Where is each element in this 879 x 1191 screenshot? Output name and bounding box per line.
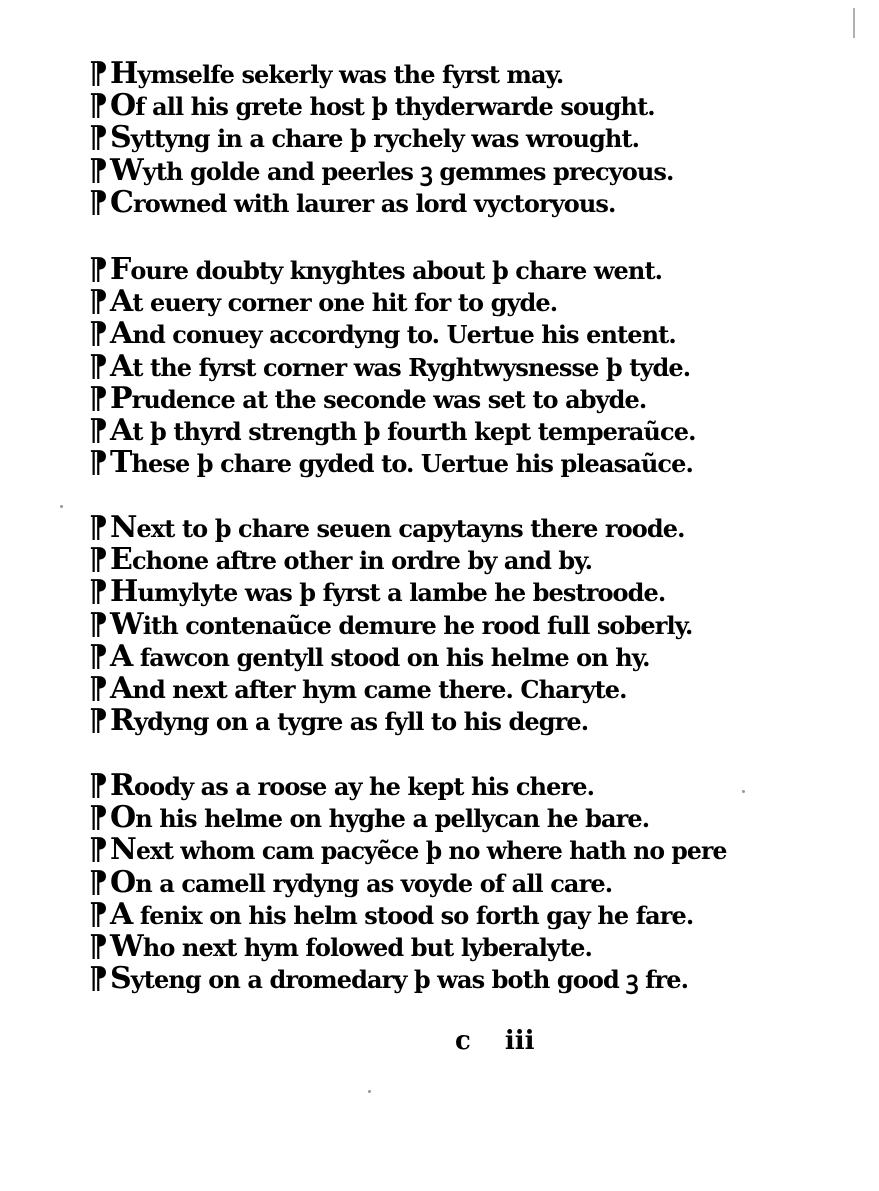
verse-line: ¶Of all his grete host þ thyderwarde sought. (89, 88, 655, 124)
verse-line: ¶At þ thyrd strength þ fourth kept temperaũce. (89, 412, 696, 448)
paper-speck (60, 505, 63, 508)
margin-mark (853, 8, 855, 38)
verse-line: ¶Echone aftre other in ordre by and by. (89, 542, 593, 578)
signature-letter: c (455, 1026, 471, 1056)
pilcrow-icon: ¶ (89, 832, 109, 868)
pilcrow-icon: ¶ (89, 800, 109, 836)
verse-line: ¶Next whom cam pacyẽce þ no where hath no pere (89, 832, 727, 868)
pilcrow-icon: ¶ (89, 510, 109, 545)
pilcrow-icon: ¶ (89, 638, 109, 674)
pilcrow-icon: ¶ (89, 348, 109, 384)
pilcrow-icon: ¶ (89, 670, 109, 706)
verse-line: ¶Hymselfe sekerly was the fyrst may. (89, 56, 564, 91)
verse-line: ¶Rydyng on a tygre as fyll to his degre. (89, 703, 589, 739)
paper-speck (368, 1090, 371, 1093)
pilcrow-icon: ¶ (89, 542, 109, 578)
verse-line: ¶And conuey accordyng to. Uertue his entent. (89, 316, 676, 352)
verse-line: ¶Syteng on a dromedary þ was both good ꝫ fre. (89, 961, 689, 997)
pilcrow-icon: ¶ (89, 252, 109, 287)
verse-line: ¶Next to þ chare seuen capytayns there roode. (89, 510, 685, 545)
verse-line: ¶Prudence at the seconde was set to abyde. (89, 380, 647, 416)
signature-mark (455, 1026, 534, 1056)
verse-line: ¶Wyth golde and peerles ꝫ gemmes precyous. (89, 152, 674, 188)
pilcrow-icon: ¶ (89, 703, 109, 739)
verse-line: ¶A fenix on his helm stood so forth gay he fare. (89, 896, 694, 932)
verse-line: ¶And next after hym came there. Charyte. (89, 670, 627, 706)
verse-line: ¶With contenaũce demure he rood full soberly. (89, 606, 693, 642)
verse-line: ¶On a camell rydyng as voyde of all care. (89, 864, 613, 900)
pilcrow-icon: ¶ (89, 56, 109, 91)
verse-line: ¶Foure doubty knyghtes about þ chare went. (89, 252, 663, 287)
pilcrow-icon: ¶ (89, 380, 109, 416)
pilcrow-icon: ¶ (89, 928, 109, 964)
verse-line: ¶On his helme on hyghe a pellycan he bare. (89, 800, 650, 836)
paper-speck (742, 790, 745, 793)
verse-line: ¶Syttyng in a chare þ rychely was wrought. (89, 120, 640, 156)
pilcrow-icon: ¶ (89, 768, 109, 803)
pilcrow-icon: ¶ (89, 88, 109, 124)
pilcrow-icon: ¶ (89, 152, 109, 188)
pilcrow-icon: ¶ (89, 606, 109, 642)
pilcrow-icon: ¶ (89, 961, 109, 997)
verse-line: ¶Roody as a roose ay he kept his chere. (89, 768, 595, 803)
verse-line: ¶These þ chare gyded to. Uertue his pleasaũce. (89, 445, 693, 481)
verse-line: ¶A fawcon gentyll stood on his helme on hy. (89, 638, 650, 674)
pilcrow-icon: ¶ (89, 574, 109, 610)
pilcrow-icon: ¶ (89, 445, 109, 481)
stanza-4 (88, 770, 728, 995)
verse-line: ¶At the fyrst corner was Ryghtwysnesse þ tyde. (89, 348, 691, 384)
pilcrow-icon: ¶ (89, 184, 109, 220)
verse-line: ¶Crowned with laurer as lord vyctoryous. (89, 184, 616, 220)
signature-numeral: iii (504, 1026, 535, 1056)
stanza-3 (88, 512, 728, 737)
pilcrow-icon: ¶ (89, 896, 109, 932)
verse-line: ¶Humylyte was þ fyrst a lambe he bestroode. (89, 574, 666, 610)
verse-line: ¶At euery corner one hit for to gyde. (89, 284, 558, 320)
stanza-2 (88, 254, 728, 479)
pilcrow-icon: ¶ (89, 412, 109, 448)
pilcrow-icon: ¶ (89, 120, 109, 156)
pilcrow-icon: ¶ (89, 316, 109, 352)
verse-line: ¶Who next hym folowed but lyberalyte. (89, 928, 593, 964)
pilcrow-icon: ¶ (89, 284, 109, 320)
stanza-1 (88, 58, 728, 219)
pilcrow-icon: ¶ (89, 864, 109, 900)
